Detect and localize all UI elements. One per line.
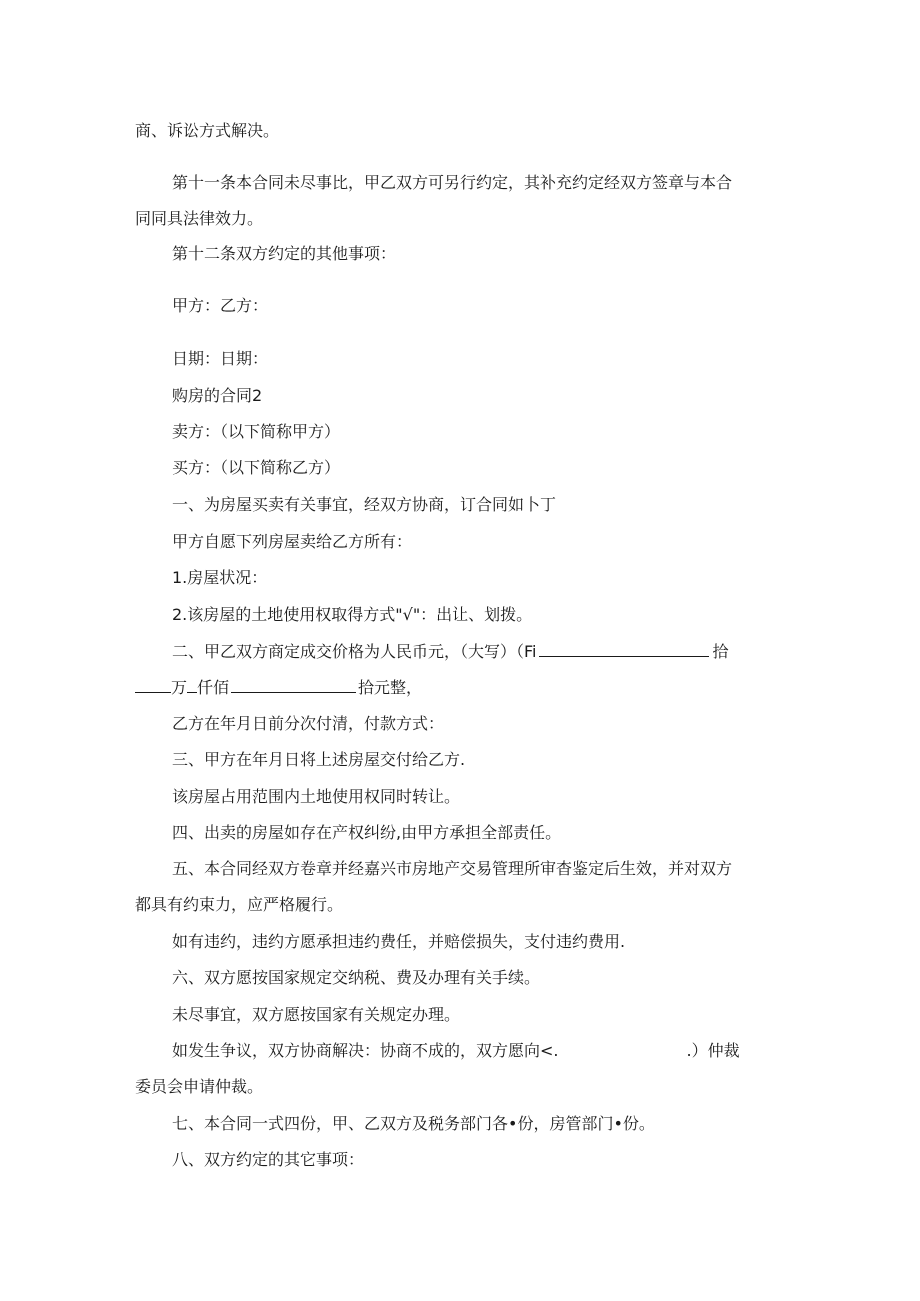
text-line: 委员会申请仲裁。: [135, 1077, 264, 1096]
fill-blank: [231, 676, 356, 693]
date-line: 日期：日期：: [172, 349, 269, 368]
text-segment: 二、甲乙双方商定成交价格为人民币元，（大写）（Fi: [172, 642, 537, 661]
text-line: 都具有约束力，应严格履行。: [135, 895, 344, 914]
text-segment: 拾元整，: [358, 678, 423, 697]
seller-line: 卖方：（以下简称甲方）: [172, 422, 341, 441]
payment-line: 乙方在年月日前分次付清，付款方式：: [172, 714, 445, 733]
text-segment: 仟佰: [197, 678, 230, 697]
text-segment: 如发生争议，双方协商解决：协商不成的，双方愿向<.: [172, 1041, 559, 1060]
section-5-line: 五、本合同经双方卷章并经嘉兴市房地产交易管理所审杳鉴定后生效，并对双方: [172, 859, 733, 878]
text-line: 甲方自愿下列房屋卖给乙方所有：: [172, 532, 413, 551]
text-segment: .）仲裁: [686, 1041, 740, 1060]
dispute-line: [172, 1040, 740, 1062]
section-6-line: 六、双方愿按国家规定交纳税、费及办理有关手续。: [172, 968, 541, 987]
fill-blank: [187, 676, 197, 693]
buyer-line: 买方：（以下简称乙方）: [172, 458, 341, 477]
text-segment: 拾: [712, 642, 729, 661]
breach-line: 如有违约，违约方愿承担违约费任，并赔偿损失，支付违约费用.: [172, 932, 626, 951]
text-line: 未尽事宜，双方愿按国家有关规定办理。: [172, 1005, 461, 1024]
text-line: 该房屋占用范围内土地使用权同时转让。: [172, 787, 461, 806]
section-4-line: 四、出卖的房屋如存在产权纠纷,由甲方承担全部责任。: [172, 823, 562, 842]
fill-blank: [539, 640, 709, 657]
section-7-line: 七、本合同一式四份，甲、乙双方及税务部门各•份，房管部门•份。: [172, 1114, 655, 1133]
section-8-line: 八、双方约定的其它事项：: [172, 1150, 365, 1169]
party-signatures-line: 甲方：乙方：: [172, 296, 269, 315]
section-3-line: 三、甲方在年月日将上述房屋交付给乙方.: [172, 750, 466, 769]
text-line: 2.该房屋的土地使用权取得方式"√"：出让、划拨。: [172, 605, 533, 624]
text-line: 同同具法律效力。: [135, 209, 264, 228]
clause-12-line: 第十二条双方约定的其他事项：: [172, 244, 397, 263]
contract-title: 购房的合同2: [172, 386, 263, 405]
price-amount-line: [135, 676, 422, 699]
clause-11-line: 第十一条本合同未尽事比，甲乙双方可另行约定，其补充约定经双方签章与本合: [172, 173, 733, 192]
section-1-line: 一、为房屋买卖有关事宜，经双方协商，订合同如卜丁: [172, 495, 557, 514]
fill-blank: [135, 676, 171, 693]
price-line: [172, 640, 729, 663]
text-line: 商、诉讼方式解决。: [135, 121, 280, 140]
text-line: 1.房屋状况：: [172, 568, 268, 587]
text-segment: 万: [171, 678, 188, 697]
